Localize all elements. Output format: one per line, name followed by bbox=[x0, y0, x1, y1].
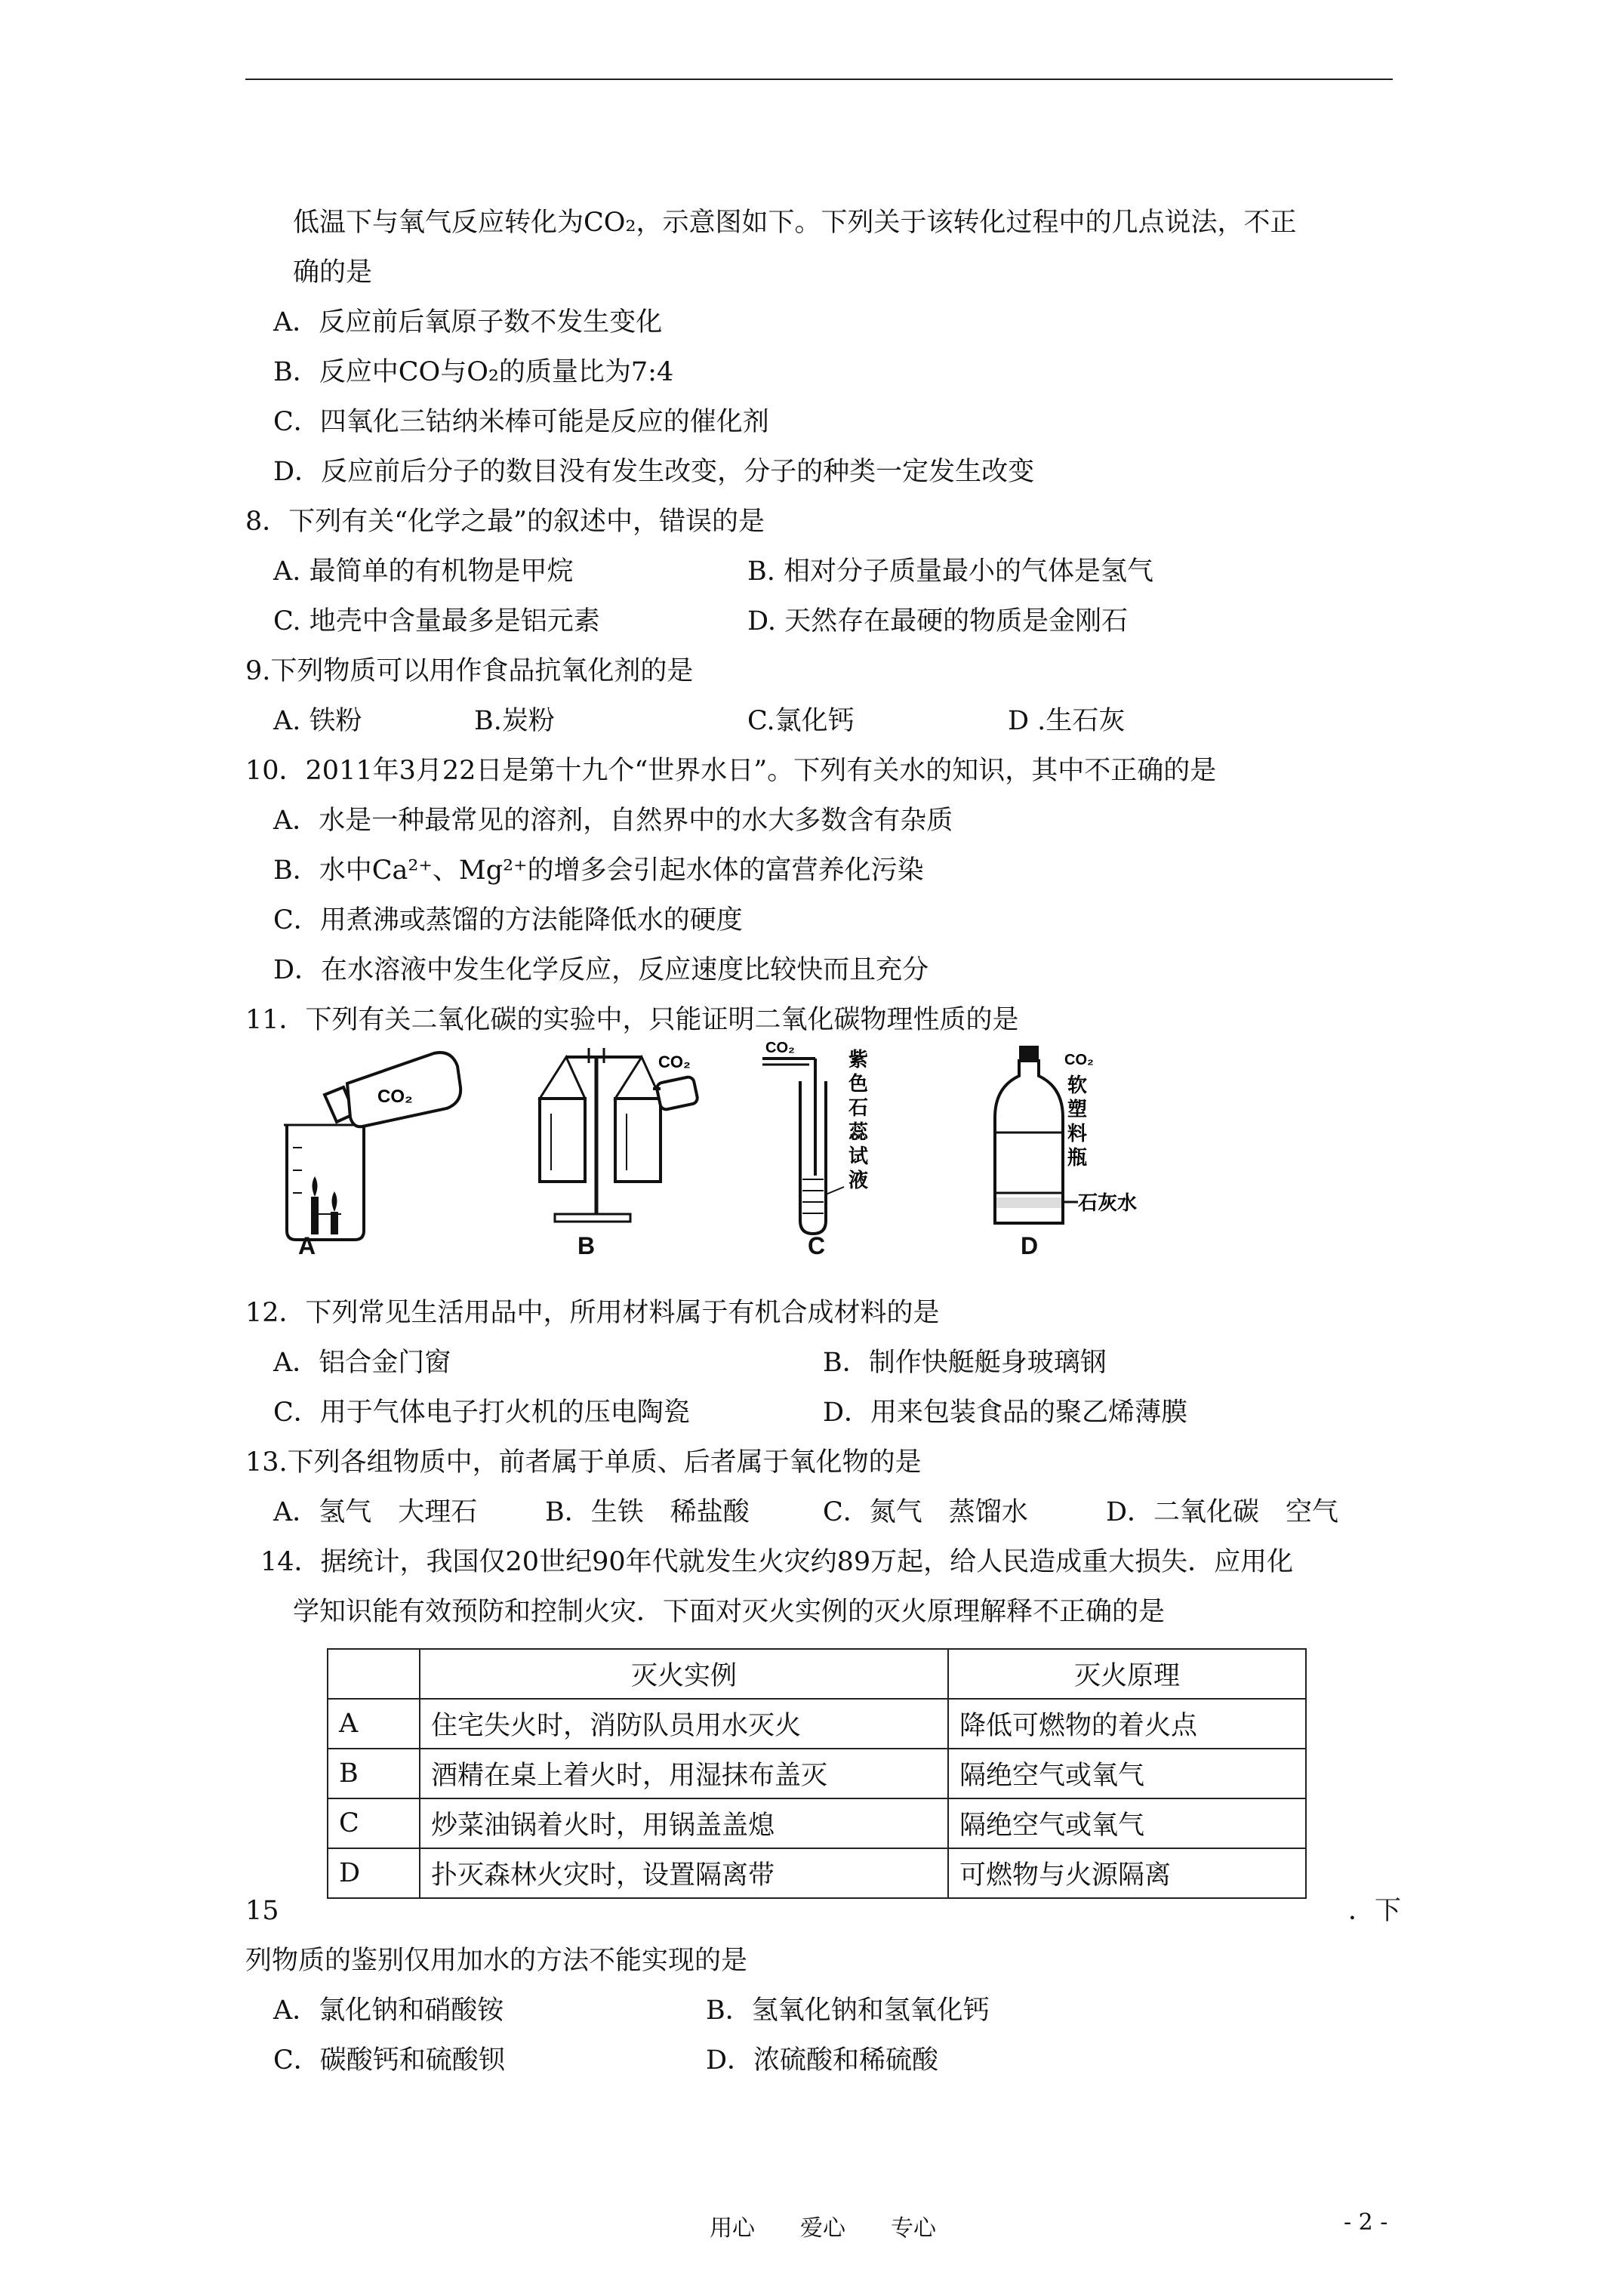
q8-stem: 8．下列有关“化学之最”的叙述中，错误的是 bbox=[245, 507, 765, 537]
page-number: - 2 - bbox=[1344, 2209, 1388, 2236]
q13-option-a: A．氢气 大理石 bbox=[273, 1497, 478, 1527]
table-header-row bbox=[328, 1649, 1306, 1699]
table-cell: 隔绝空气或氧气 bbox=[948, 1749, 1306, 1798]
q15-option-c: C．碳酸钙和硫酸钡 bbox=[273, 2045, 505, 2076]
q7-option-d: D．反应前后分子的数目没有发生改变，分子的种类一定发生改变 bbox=[273, 457, 1035, 487]
q15-stem-tail: ．下 bbox=[1348, 1896, 1402, 1926]
q12-option-b: B．制作快艇艇身玻璃钢 bbox=[823, 1348, 1107, 1378]
header-rule bbox=[245, 79, 1393, 80]
q10-option-d: D．在水溶液中发生化学反应，反应速度比较快而且充分 bbox=[273, 955, 929, 985]
q15-number: 15 bbox=[245, 1896, 279, 1926]
footer-motto: 用心 爱心 专心 bbox=[710, 2215, 936, 2242]
q15-option-b: B．氢氧化钠和氢氧化钙 bbox=[706, 1996, 990, 2026]
table-row bbox=[328, 1798, 1306, 1848]
table-row bbox=[328, 1699, 1306, 1749]
table-cell: 住宅失火时，消防队员用水灭火 bbox=[420, 1699, 948, 1749]
q8-option-c: C. 地壳中含量最多是铝元素 bbox=[273, 606, 600, 636]
q12-option-a: A．铝合金门窗 bbox=[273, 1348, 451, 1378]
q13-option-b: B．生铁 稀盐酸 bbox=[545, 1497, 750, 1527]
fire-extinguishing-table bbox=[327, 1648, 1307, 1899]
q13-option-d: D．二氧化碳 空气 bbox=[1106, 1497, 1339, 1527]
q11-figure-b-co2: CO₂ bbox=[658, 1052, 691, 1071]
q11-figure-b bbox=[521, 1042, 717, 1231]
q11-figure-d-water-label: 石灰水 bbox=[1078, 1192, 1138, 1215]
table-header-cell: 灭火原理 bbox=[948, 1649, 1306, 1699]
table-cell: 降低可燃物的着火点 bbox=[948, 1699, 1306, 1749]
q8-option-d: D. 天然存在最硬的物质是金刚石 bbox=[747, 606, 1129, 636]
q12-option-d: D．用来包装食品的聚乙烯薄膜 bbox=[823, 1398, 1188, 1428]
q7-option-b: B．反应中CO与O₂的质量比为7:4 bbox=[273, 357, 674, 387]
q11-figure-a-label: A bbox=[298, 1232, 316, 1259]
q11-figure-b-label: B bbox=[577, 1232, 596, 1259]
q9-stem: 9.下列物质可以用作食品抗氧化剂的是 bbox=[245, 656, 694, 686]
q13-stem: 13.下列各组物质中，前者属于单质、后者属于氧化物的是 bbox=[245, 1447, 922, 1478]
q13-option-c: C．氮气 蒸馏水 bbox=[823, 1497, 1028, 1527]
q11-figure-d-label: D bbox=[1021, 1232, 1039, 1259]
q11-figure-c-label: C bbox=[808, 1232, 826, 1259]
q11-figure-d-co2: CO₂ bbox=[1064, 1052, 1094, 1068]
q8-option-b: B. 相对分子质量最小的气体是氢气 bbox=[747, 556, 1153, 587]
q7-option-c: C．四氧化三钴纳米棒可能是反应的催化剂 bbox=[273, 407, 769, 437]
q10-option-c: C．用煮沸或蒸馏的方法能降低水的硬度 bbox=[273, 905, 743, 935]
table-cell: D bbox=[328, 1848, 420, 1898]
q11-figure-c-co2: CO₂ bbox=[765, 1040, 795, 1056]
q9-option-b: B.炭粉 bbox=[474, 706, 555, 736]
table-cell: 酒精在桌上着火时，用湿抹布盖灭 bbox=[420, 1749, 948, 1798]
q11-figure-a-co2: CO₂ bbox=[377, 1086, 413, 1107]
q11-figure-c-side-label: 紫色石蕊试液 bbox=[848, 1049, 869, 1192]
q14-stem-line2: 学知识能有效预防和控制火灾．下面对灭火实例的灭火原理解释不正确的是 bbox=[293, 1597, 1166, 1627]
q7-stem-line1: 低温下与氧气反应转化为CO₂，示意图如下。下列关于该转化过程中的几点说法，不正 bbox=[293, 208, 1297, 238]
q14-stem-line1: 14．据统计，我国仅20世纪90年代就发生火灾约89万起，给人民造成重大损失．应用化 bbox=[260, 1547, 1294, 1577]
q15-option-d: D．浓硫酸和稀硫酸 bbox=[706, 2045, 939, 2076]
q10-option-b: B．水中Ca²⁺、Mg²⁺的增多会引起水体的富营养化污染 bbox=[273, 855, 924, 886]
q10-option-a: A．水是一种最常见的溶剂，自然界中的水大多数含有杂质 bbox=[273, 806, 953, 836]
q7-stem-line2: 确的是 bbox=[293, 257, 373, 288]
q7-option-a: A．反应前后氧原子数不发生变化 bbox=[273, 307, 663, 337]
q12-option-c: C．用于气体电子打火机的压电陶瓷 bbox=[273, 1398, 690, 1428]
q11-figure-d-side-label: 软塑料瓶 bbox=[1067, 1074, 1088, 1170]
q11-stem: 11．下列有关二氧化碳的实验中，只能证明二氧化碳物理性质的是 bbox=[245, 1005, 1019, 1035]
table-row bbox=[328, 1749, 1306, 1798]
q15-stem-line2: 列物质的鉴别仅用加水的方法不能实现的是 bbox=[245, 1946, 748, 1976]
q11-figure-c bbox=[762, 1036, 936, 1240]
q9-option-c: C.氯化钙 bbox=[747, 706, 855, 736]
table-cell: 扑灭森林火灾时，设置隔离带 bbox=[420, 1848, 948, 1898]
q15-option-a: A．氯化钠和硝酸铵 bbox=[273, 1996, 504, 2026]
table-cell: B bbox=[328, 1749, 420, 1798]
q12-stem: 12．下列常见生活用品中，所用材料属于有机合成材料的是 bbox=[245, 1298, 940, 1328]
table-row bbox=[328, 1848, 1306, 1898]
table-cell: 隔绝空气或氧气 bbox=[948, 1798, 1306, 1848]
q9-option-a: A. 铁粉 bbox=[273, 706, 362, 736]
table-header-cell bbox=[328, 1649, 420, 1699]
table-cell: 可燃物与火源隔离 bbox=[948, 1848, 1306, 1898]
table-cell: C bbox=[328, 1798, 420, 1848]
q8-option-a: A. 最简单的有机物是甲烷 bbox=[273, 556, 574, 587]
table-cell: A bbox=[328, 1699, 420, 1749]
q11-figure-d bbox=[989, 1042, 1163, 1238]
table-cell: 炒菜油锅着火时，用锅盖盖熄 bbox=[420, 1798, 948, 1848]
q9-option-d: D .生石灰 bbox=[1008, 706, 1126, 736]
q10-stem: 10．2011年3月22日是第十九个“世界水日”。下列有关水的知识，其中不正确的是 bbox=[245, 756, 1217, 786]
table-header-cell: 灭火实例 bbox=[420, 1649, 948, 1699]
